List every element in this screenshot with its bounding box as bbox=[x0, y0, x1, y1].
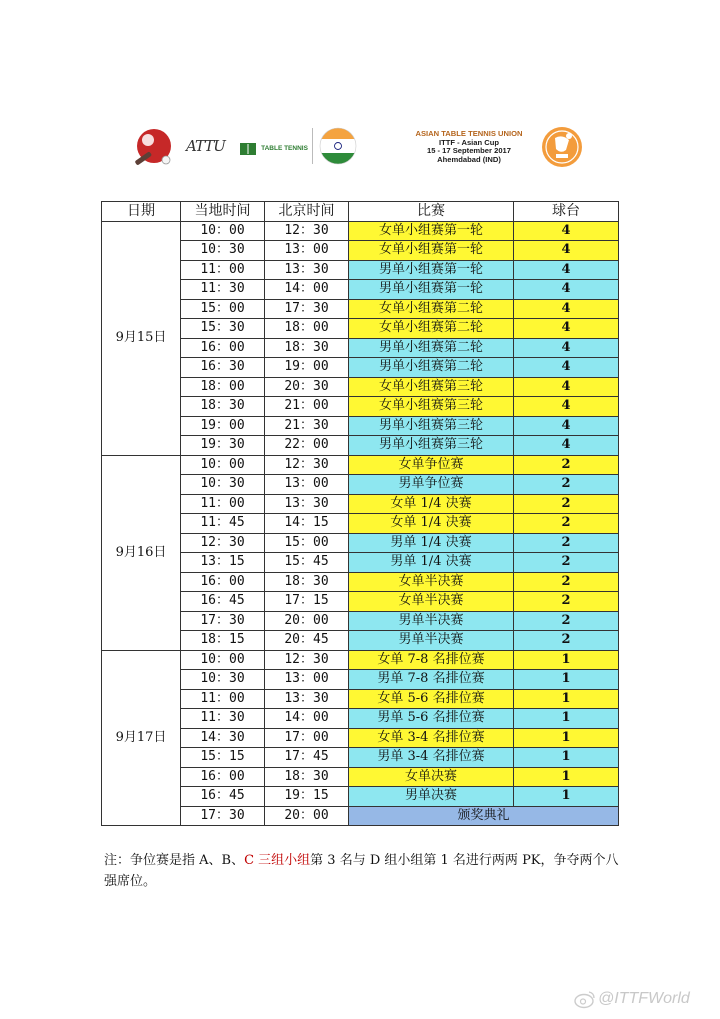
beijing-time-cell: 18：30 bbox=[265, 767, 349, 787]
local-time-cell: 18：15 bbox=[181, 631, 265, 651]
match-cell: 女单半决赛 bbox=[349, 592, 514, 612]
local-time-cell: 16：00 bbox=[181, 767, 265, 787]
table-number-cell: 2 bbox=[514, 533, 619, 553]
local-time-cell: 16：45 bbox=[181, 592, 265, 612]
table-tennis-logo bbox=[240, 138, 314, 158]
footnote bbox=[104, 850, 624, 892]
match-cell: 女单小组赛第二轮 bbox=[349, 319, 514, 339]
local-time-cell: 16：30 bbox=[181, 358, 265, 378]
event-info bbox=[403, 130, 535, 164]
table-number-cell: 4 bbox=[514, 416, 619, 436]
match-cell: 男单半决赛 bbox=[349, 631, 514, 651]
table-number-cell: 4 bbox=[514, 319, 619, 339]
match-cell: 男单小组赛第三轮 bbox=[349, 416, 514, 436]
match-cell: 男单决赛 bbox=[349, 787, 514, 807]
date-cell: 9月15日 bbox=[102, 221, 181, 455]
footnote-highlight: C 三组小组 bbox=[244, 853, 311, 868]
footnote-prefix: 注：争位赛是指 A、B、 bbox=[104, 853, 245, 868]
match-cell: 男单小组赛第一轮 bbox=[349, 280, 514, 300]
india-flag-icon bbox=[318, 125, 358, 167]
match-cell: 男单争位赛 bbox=[349, 475, 514, 495]
table-number-cell: 1 bbox=[514, 689, 619, 709]
date-cell: 9月16日 bbox=[102, 455, 181, 650]
local-time-cell: 19：30 bbox=[181, 436, 265, 456]
match-cell: 男单 1/4 决赛 bbox=[349, 533, 514, 553]
beijing-time-cell: 12：30 bbox=[265, 221, 349, 241]
table-number-cell: 4 bbox=[514, 436, 619, 456]
local-time-cell: 18：30 bbox=[181, 397, 265, 417]
beijing-time-cell: 20：00 bbox=[265, 806, 349, 826]
match-cell: 女单争位赛 bbox=[349, 455, 514, 475]
table-header-row bbox=[102, 202, 619, 222]
beijing-time-cell: 20：00 bbox=[265, 611, 349, 631]
beijing-time-cell: 13：30 bbox=[265, 494, 349, 514]
attu-logo-text: ATTU bbox=[186, 137, 225, 155]
beijing-time-cell: 18：00 bbox=[265, 319, 349, 339]
local-time-cell: 11：30 bbox=[181, 709, 265, 729]
event-location: Ahemdabad (IND) bbox=[437, 154, 501, 164]
watermark-text: @ITTFWorld bbox=[598, 990, 690, 1007]
table-number-cell: 1 bbox=[514, 650, 619, 670]
match-cell: 女单小组赛第一轮 bbox=[349, 241, 514, 261]
weibo-icon bbox=[574, 989, 596, 1009]
tt-logo-icon bbox=[240, 143, 256, 155]
local-time-cell: 19：00 bbox=[181, 416, 265, 436]
local-time-cell: 18：00 bbox=[181, 377, 265, 397]
table-number-cell: 2 bbox=[514, 494, 619, 514]
local-time-cell: 10：00 bbox=[181, 650, 265, 670]
beijing-time-cell: 15：00 bbox=[265, 533, 349, 553]
beijing-time-cell: 17：15 bbox=[265, 592, 349, 612]
local-time-cell: 16：00 bbox=[181, 338, 265, 358]
match-cell: 女单 1/4 决赛 bbox=[349, 494, 514, 514]
beijing-time-cell: 13：30 bbox=[265, 689, 349, 709]
asian-cup-emblem-icon bbox=[540, 124, 584, 170]
local-time-cell: 10：30 bbox=[181, 670, 265, 690]
beijing-time-cell: 12：30 bbox=[265, 650, 349, 670]
local-time-cell: 15：00 bbox=[181, 299, 265, 319]
local-time-cell: 16：45 bbox=[181, 787, 265, 807]
beijing-time-cell: 18：30 bbox=[265, 572, 349, 592]
match-cell: 男单小组赛第三轮 bbox=[349, 436, 514, 456]
match-cell: 男单 5-6 名排位赛 bbox=[349, 709, 514, 729]
match-cell: 女单 5-6 名排位赛 bbox=[349, 689, 514, 709]
local-time-cell: 11：00 bbox=[181, 494, 265, 514]
schedule-table bbox=[101, 201, 619, 826]
local-time-cell: 14：30 bbox=[181, 728, 265, 748]
beijing-time-cell: 12：30 bbox=[265, 455, 349, 475]
footnote-suffix: 第 3 名与 D 组小组第 1 名进行两两 PK，争夺两个八强席位。 bbox=[104, 853, 619, 889]
beijing-time-cell: 15：45 bbox=[265, 553, 349, 573]
table-number-cell: 4 bbox=[514, 299, 619, 319]
table-row bbox=[102, 650, 619, 670]
beijing-time-cell: 20：45 bbox=[265, 631, 349, 651]
table-row bbox=[102, 221, 619, 241]
beijing-time-cell: 21：30 bbox=[265, 416, 349, 436]
event-title: ITTF - Asian Cup bbox=[438, 137, 500, 147]
table-number-cell: 4 bbox=[514, 358, 619, 378]
local-time-cell: 10：00 bbox=[181, 221, 265, 241]
table-number-cell: 2 bbox=[514, 475, 619, 495]
column-header-date: 日期 bbox=[102, 202, 181, 222]
date-cell: 9月17日 bbox=[102, 650, 181, 826]
column-header-table: 球台 bbox=[514, 202, 619, 222]
match-cell: 女单 1/4 决赛 bbox=[349, 514, 514, 534]
match-cell: 女单小组赛第三轮 bbox=[349, 377, 514, 397]
table-number-cell: 1 bbox=[514, 670, 619, 690]
beijing-time-cell: 14：00 bbox=[265, 709, 349, 729]
match-cell: 男单 7-8 名排位赛 bbox=[349, 670, 514, 690]
beijing-time-cell: 13：30 bbox=[265, 260, 349, 280]
beijing-time-cell: 22：00 bbox=[265, 436, 349, 456]
beijing-time-cell: 17：00 bbox=[265, 728, 349, 748]
local-time-cell: 10：30 bbox=[181, 241, 265, 261]
table-number-cell: 4 bbox=[514, 397, 619, 417]
table-number-cell: 4 bbox=[514, 338, 619, 358]
table-number-cell: 2 bbox=[514, 553, 619, 573]
schedule-body bbox=[102, 221, 619, 826]
beijing-time-cell: 17：45 bbox=[265, 748, 349, 768]
match-cell: 男单 3-4 名排位赛 bbox=[349, 748, 514, 768]
local-time-cell: 11：00 bbox=[181, 260, 265, 280]
table-number-cell: 2 bbox=[514, 572, 619, 592]
match-cell: 女单 7-8 名排位赛 bbox=[349, 650, 514, 670]
table-number-cell: 4 bbox=[514, 221, 619, 241]
local-time-cell: 10：30 bbox=[181, 475, 265, 495]
beijing-time-cell: 14：15 bbox=[265, 514, 349, 534]
beijing-time-cell: 17：30 bbox=[265, 299, 349, 319]
beijing-time-cell: 13：00 bbox=[265, 670, 349, 690]
table-number-cell: 1 bbox=[514, 787, 619, 807]
local-time-cell: 16：00 bbox=[181, 572, 265, 592]
column-header-local-time: 当地时间 bbox=[181, 202, 265, 222]
table-number-cell: 2 bbox=[514, 514, 619, 534]
match-cell: 女单小组赛第二轮 bbox=[349, 299, 514, 319]
column-header-match: 比赛 bbox=[349, 202, 514, 222]
beijing-time-cell: 19：15 bbox=[265, 787, 349, 807]
local-time-cell: 17：30 bbox=[181, 611, 265, 631]
table-row bbox=[102, 455, 619, 475]
local-time-cell: 17：30 bbox=[181, 806, 265, 826]
local-time-cell: 12：30 bbox=[181, 533, 265, 553]
table-number-cell: 4 bbox=[514, 280, 619, 300]
event-dates: 15 - 17 September 2017 bbox=[426, 146, 511, 156]
tt-logo-text: TABLE TENNIS bbox=[261, 145, 308, 152]
ping-pong-logo-icon bbox=[132, 126, 176, 168]
table-number-cell: 4 bbox=[514, 377, 619, 397]
local-time-cell: 15：30 bbox=[181, 319, 265, 339]
match-cell: 男单半决赛 bbox=[349, 611, 514, 631]
beijing-time-cell: 21：00 bbox=[265, 397, 349, 417]
column-header-beijing-time: 北京时间 bbox=[265, 202, 349, 222]
match-cell: 颁奖典礼 bbox=[349, 806, 619, 826]
local-time-cell: 13：15 bbox=[181, 553, 265, 573]
local-time-cell: 15：15 bbox=[181, 748, 265, 768]
header-logos bbox=[0, 120, 720, 180]
table-number-cell: 1 bbox=[514, 748, 619, 768]
match-cell: 男单小组赛第二轮 bbox=[349, 338, 514, 358]
match-cell: 男单小组赛第一轮 bbox=[349, 260, 514, 280]
table-number-cell: 1 bbox=[514, 767, 619, 787]
beijing-time-cell: 13：00 bbox=[265, 241, 349, 261]
match-cell: 男单 1/4 决赛 bbox=[349, 553, 514, 573]
match-cell: 女单小组赛第三轮 bbox=[349, 397, 514, 417]
match-cell: 女单决赛 bbox=[349, 767, 514, 787]
match-cell: 男单小组赛第二轮 bbox=[349, 358, 514, 378]
table-number-cell: 2 bbox=[514, 631, 619, 651]
local-time-cell: 11：45 bbox=[181, 514, 265, 534]
table-number-cell: 2 bbox=[514, 592, 619, 612]
beijing-time-cell: 18：30 bbox=[265, 338, 349, 358]
beijing-time-cell: 13：00 bbox=[265, 475, 349, 495]
local-time-cell: 11：00 bbox=[181, 689, 265, 709]
table-number-cell: 1 bbox=[514, 728, 619, 748]
logo-divider bbox=[312, 128, 313, 164]
table-number-cell: 4 bbox=[514, 241, 619, 261]
beijing-time-cell: 14：00 bbox=[265, 280, 349, 300]
table-number-cell: 1 bbox=[514, 709, 619, 729]
match-cell: 女单半决赛 bbox=[349, 572, 514, 592]
table-number-cell: 4 bbox=[514, 260, 619, 280]
table-number-cell: 2 bbox=[514, 611, 619, 631]
local-time-cell: 10：00 bbox=[181, 455, 265, 475]
table-number-cell: 2 bbox=[514, 455, 619, 475]
match-cell: 女单小组赛第一轮 bbox=[349, 221, 514, 241]
event-union-name: ASIAN TABLE TENNIS UNION bbox=[415, 129, 523, 138]
beijing-time-cell: 19：00 bbox=[265, 358, 349, 378]
beijing-time-cell: 20：30 bbox=[265, 377, 349, 397]
local-time-cell: 11：30 bbox=[181, 280, 265, 300]
attu-logo bbox=[186, 136, 242, 160]
match-cell: 女单 3-4 名排位赛 bbox=[349, 728, 514, 748]
